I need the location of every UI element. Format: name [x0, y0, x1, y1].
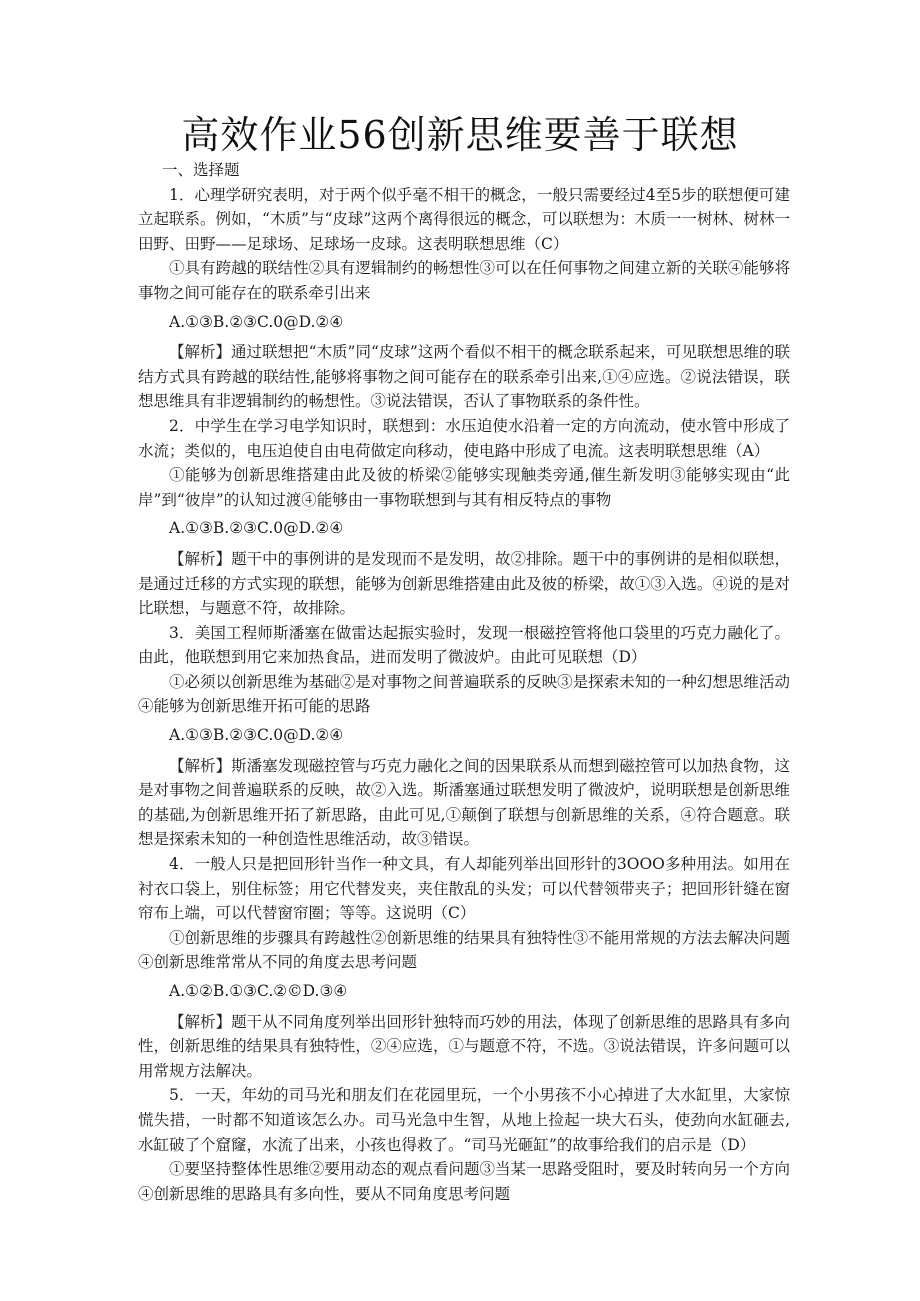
- question-analysis: [138, 340, 790, 414]
- question-analysis: [138, 1010, 790, 1084]
- question-3: [138, 621, 790, 852]
- analysis-label: 【解析】: [169, 756, 232, 775]
- document-body: [138, 158, 790, 1206]
- section-heading: 一、选择题: [162, 161, 240, 179]
- question-options: A.①③B.②③C.0@D.②④: [169, 726, 344, 745]
- question-items: ①要坚持整体性思维②要用动态的观点看问题③当某一思路受阻时，要及时转向另一个方向④创新思维的思路具有多向性，要从不同角度思考问题: [138, 1160, 790, 1203]
- analysis-text: 斯潘塞发现磁控管与巧克力融化之间的因果联系从而想到磁控管可以加热食物，这是对事物之间普遍联系的反映，故②入选。斯潘塞通过联想发明了微波炉，说明联想是创新思维的基础,为创新思维开拓了新思路，由此可见,①颠倒了联想与创新思维的关系，④符合题意。联想是探索未知的一种创造性思维活动，故③错误。: [138, 756, 790, 849]
- analysis-label: 【解析】: [169, 343, 232, 362]
- analysis-text: 通过联想把“木质”同“皮球”这两个看似不相干的概念联系起来，可见联想思维的联结方式具有跨越的联结性,能够将事物之间可能存在的联系牵引出来,①④应选。②说法错误，联想思维具有非逻辑制约的畅想性。③说法错误，否认了事物联系的条件性。: [138, 343, 790, 411]
- question-items: ①必须以创新思维为基础②是对事物之间普遍联系的反映③是探索未知的一种幻想思维活动④能够为创新思维开拓可能的思路: [138, 672, 790, 716]
- question-items: ①具有跨越的联结性②具有逻辑制约的畅想性③可以在任何事物之间建立新的关联④能够将事物之间可能存在的联系牵引出来: [138, 259, 790, 302]
- question-stem: 3．美国工程师斯潘塞在做雷达起振实验时，发现一根磁控管将他口袋里的巧克力融化了。由此，他联想到用它来加热食品，进而发明了微波炉。由此可见联想（D）: [138, 623, 790, 667]
- analysis-text: 题干从不同角度列举出回形针独特而巧妙的用法，体现了创新思维的思路具有多向性，创新思维的结果具有独特性，②④应选，①与题意不符，不选。③说法错误，许多问题可以用常规方法解决。: [138, 1012, 790, 1080]
- question-analysis: [138, 754, 790, 852]
- question-2: [138, 414, 790, 621]
- document-title: 高效作业56创新思维要善于联想: [181, 113, 739, 157]
- question-5: [138, 1083, 790, 1206]
- question-1: [138, 183, 790, 414]
- analysis-label: 【解析】: [169, 549, 232, 568]
- question-stem: 4．一般人只是把回形针当作一种文具，有人却能列举出回形针的3OOO多种用法。如用在衬衣口袋上，别住标签；用它代替发夹，夹住散乱的头发；可以代替领带夹子；把回形针缝在窗帘布上端，可以代替窗帘圈；等等。这说明（C）: [138, 855, 790, 923]
- analysis-text: 题干中的事例讲的是发现而不是发明，故②排除。题干中的事例讲的是相似联想，是通过迁移的方式实现的联想，能够为创新思维搭建由此及彼的桥梁，故①③入选。④说的是对比联想，与题意不符，故排除。: [138, 549, 790, 618]
- analysis-label: 【解析】: [169, 1012, 232, 1031]
- question-items: ①创新思维的步骤具有跨越性②创新思维的结果具有独特性③不能用常规的方法去解决问题④创新思维常常从不同的角度去思考问题: [138, 928, 790, 972]
- question-items: ①能够为创新思维搭建由此及彼的桥梁②能够实现触类旁通,催生新发明③能够实现由“此岸”到“彼岸”的认知过渡④能够由一事物联想到与其有相反特点的事物: [138, 466, 790, 509]
- question-4: [138, 852, 790, 1083]
- question-stem: 2．中学生在学习电学知识时，联想到：水压迫使水沿着一定的方向流动，使水管中形成了水流；类似的，电压迫使自由电荷做定向移动，使电路中形成了电流。这表明联想思维（A）: [138, 416, 790, 460]
- question-options: A.①②B.①③C.②©D.③④: [169, 982, 348, 1000]
- question-options: A.①③B.②③C.0@D.②④: [169, 312, 344, 331]
- question-options: A.①③B.②③C.0@D.②④: [169, 519, 344, 538]
- question-stem: 5．一天，年幼的司马光和朋友们在花园里玩，一个小男孩不小心掉进了大水缸里，大家惊慌失措，一时都不知道该怎么办。司马光急中生智，从地上捡起一块大石头，使劲向水缸砸去,水缸破了个窟窿，水流了出来，小孩也得救了。“司马光砸缸”的故事给我们的启示是（D）: [138, 1086, 790, 1154]
- question-stem: 1．心理学研究表明，对于两个似乎毫不相干的概念，一般只需要经过4至5步的联想便可建立起联系。例如，“木质”与“皮球”这两个离得很远的概念，可以联想为：木质一一树林、树林一田野、田野——足球场、足球场一皮球。这表明联想思维（C）: [138, 185, 790, 253]
- question-analysis: [138, 547, 790, 621]
